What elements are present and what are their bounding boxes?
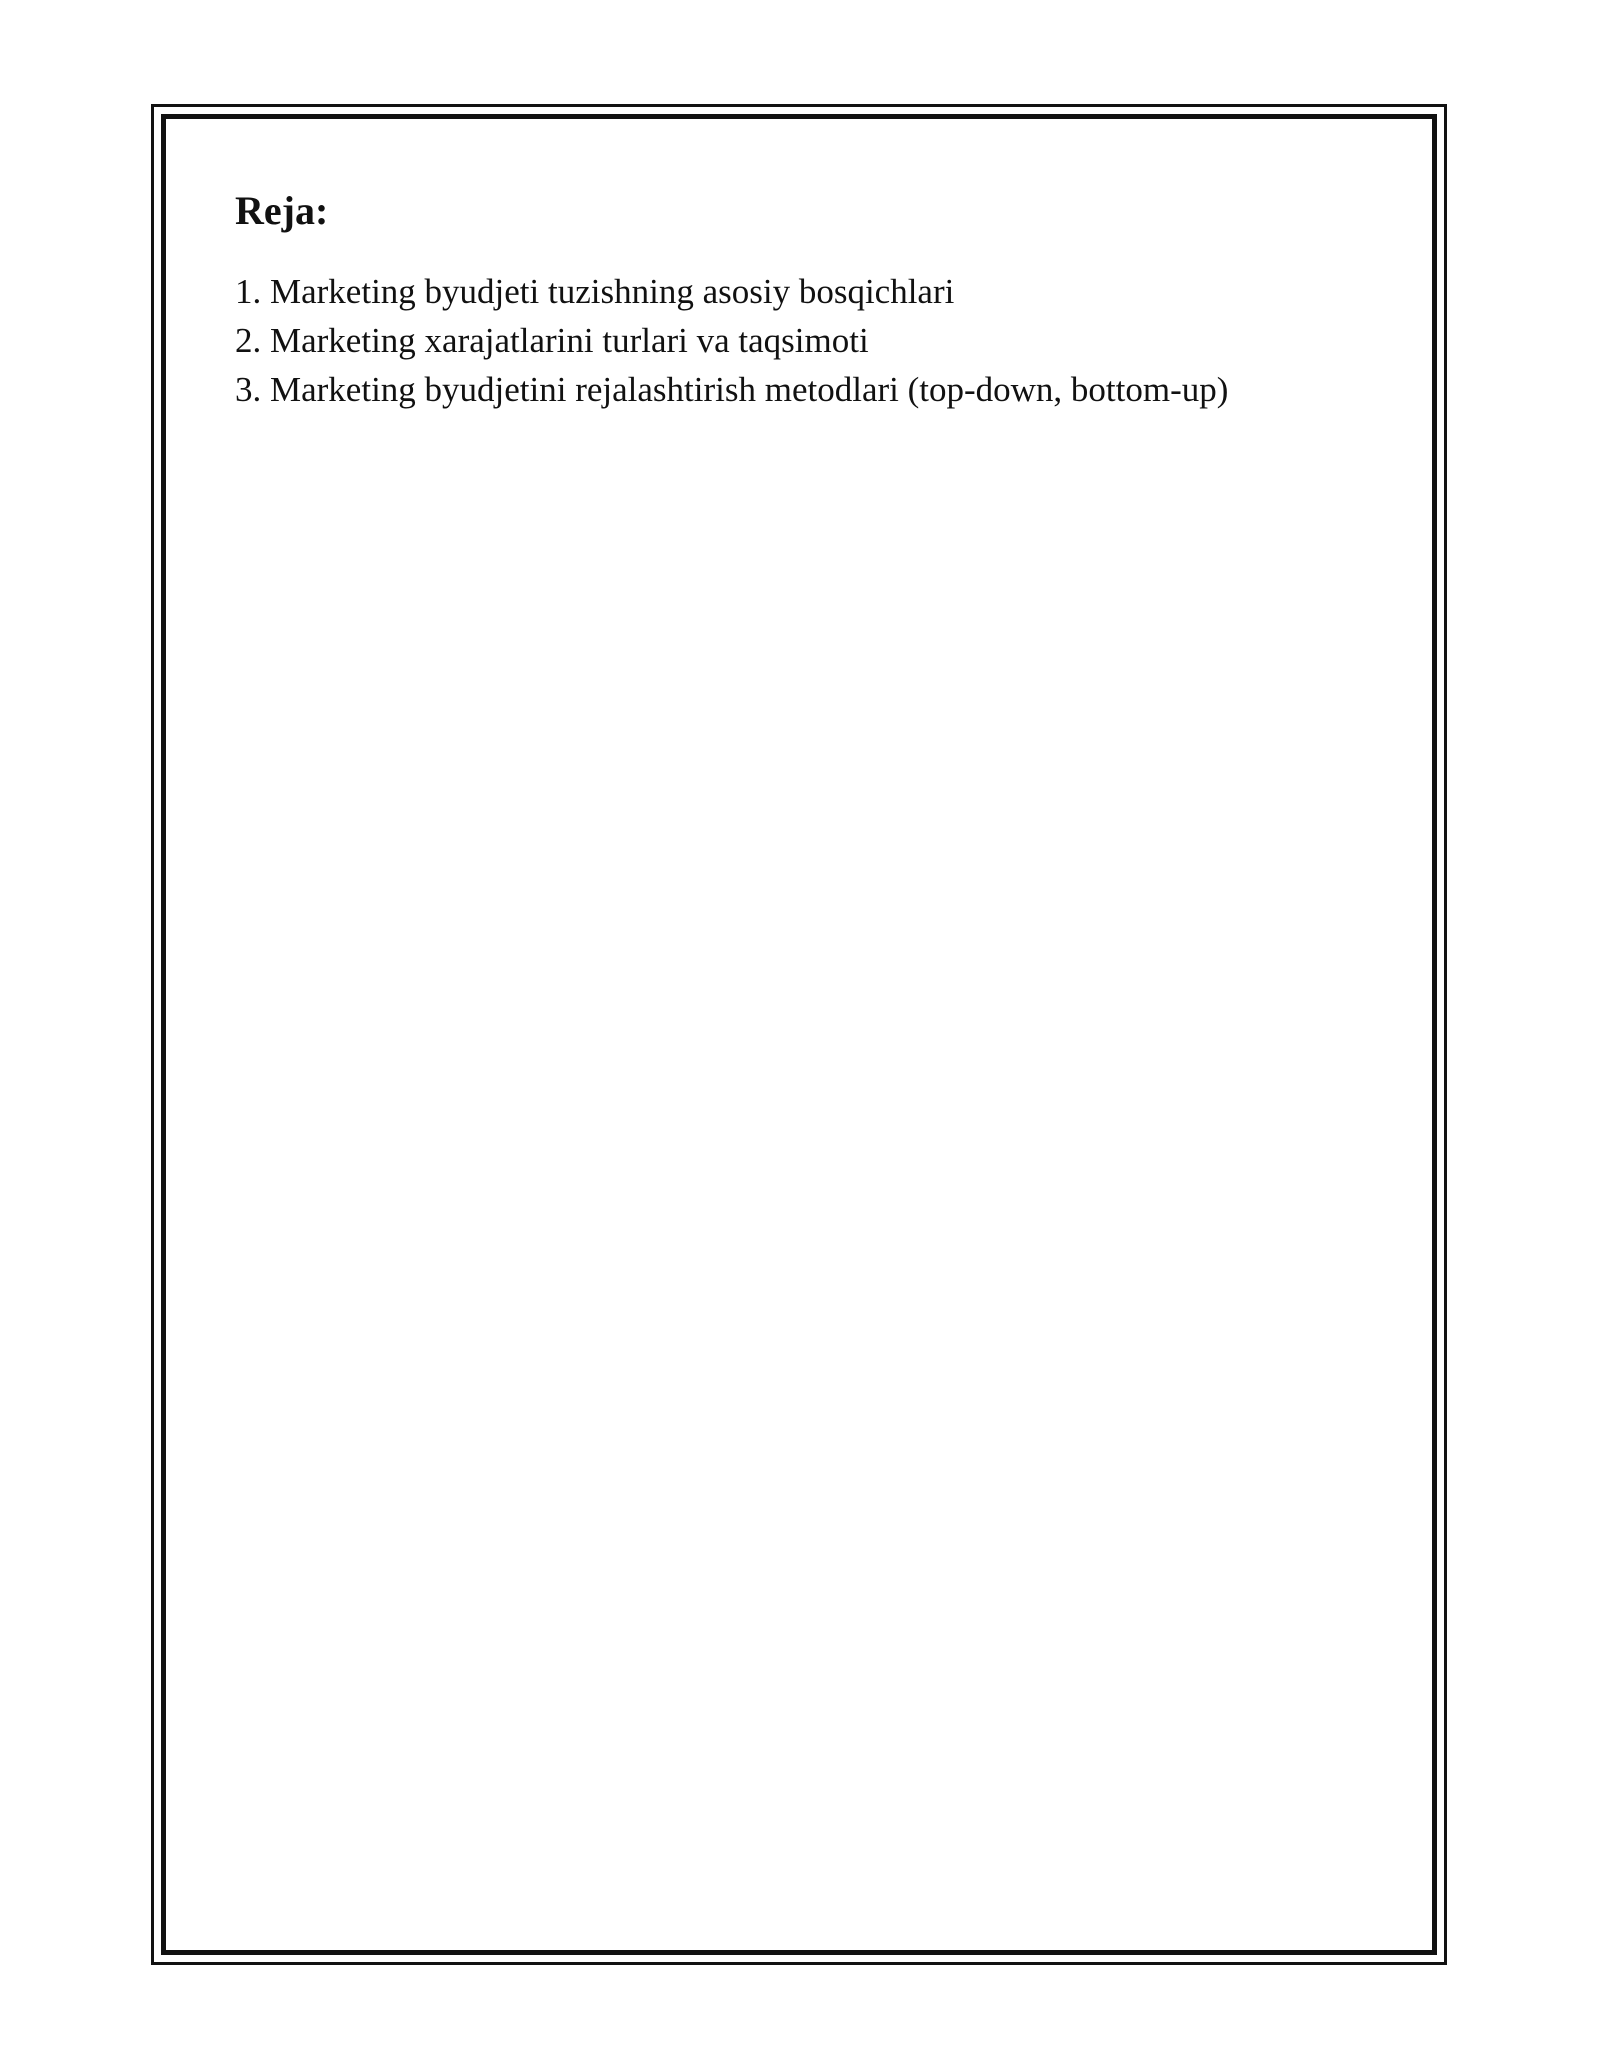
document-content xyxy=(235,185,1385,414)
plan-item-2: 2. Marketing xarajatlarini turlari va taqsimoti xyxy=(235,321,869,360)
plan-list xyxy=(235,267,1385,414)
plan-heading: Reja: xyxy=(235,188,329,233)
plan-item-1: 1. Marketing byudjeti tuzishning asosiy bosqichlari xyxy=(235,272,955,311)
plan-item-3: 3. Marketing byudjetini rejalashtirish metodlari (top-down, bottom-up) xyxy=(235,370,1229,409)
